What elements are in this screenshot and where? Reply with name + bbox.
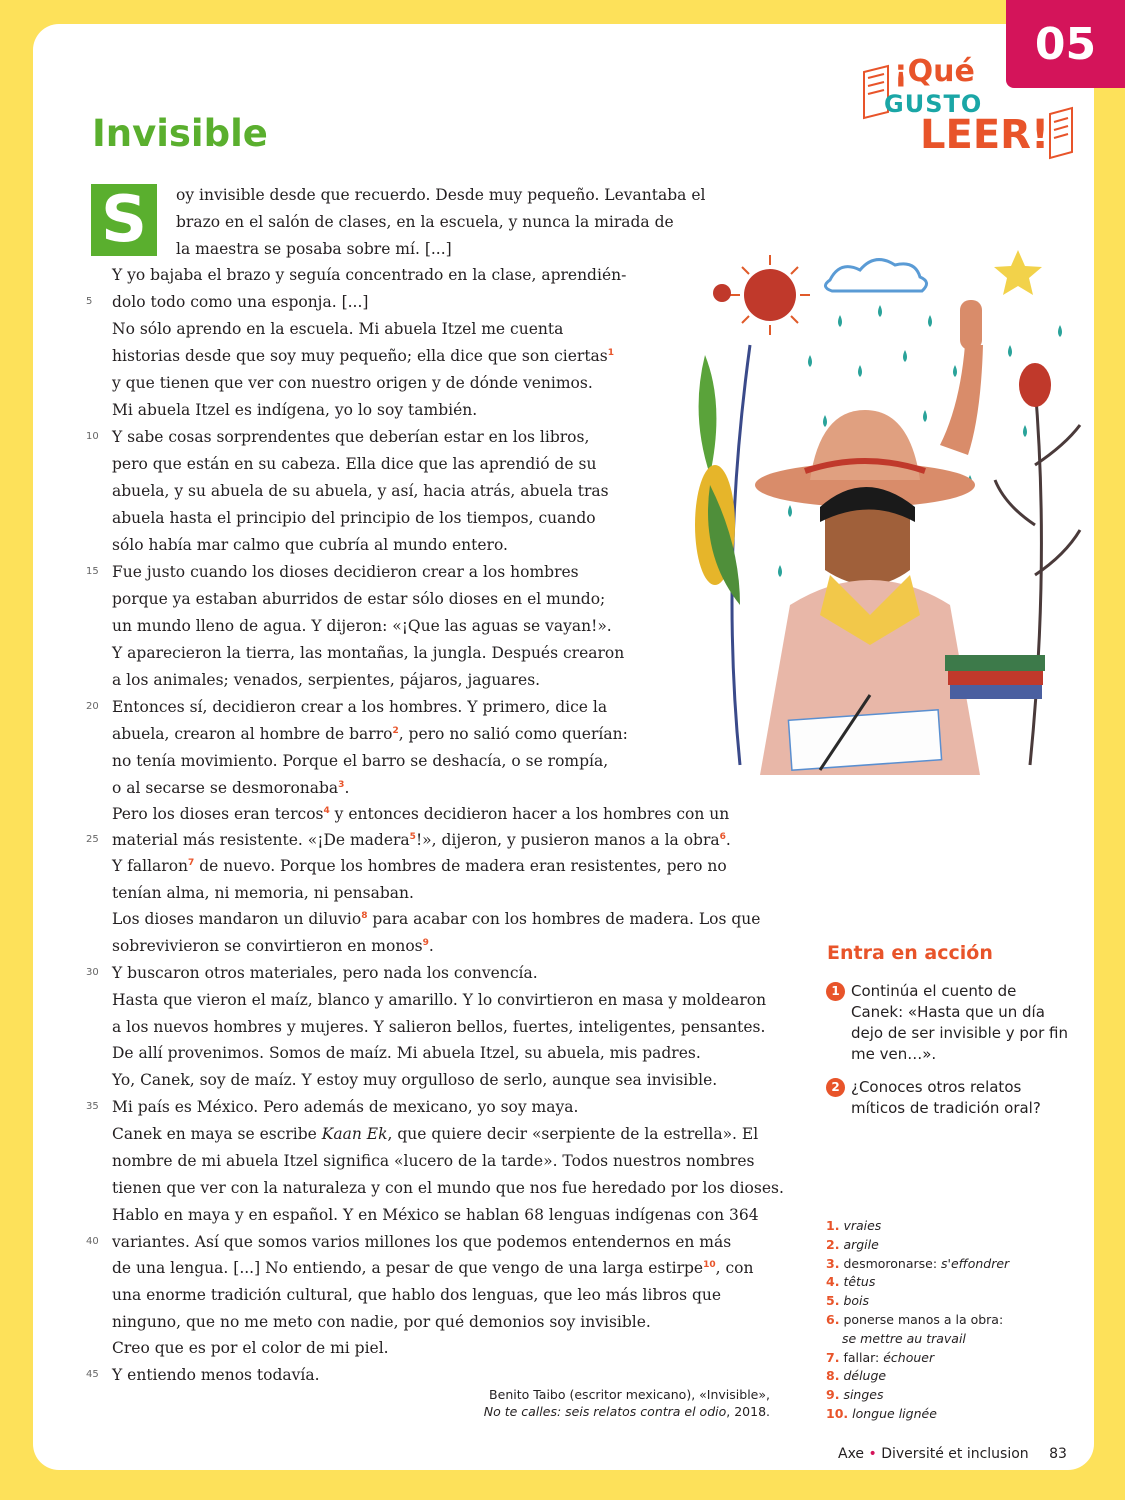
glossary-entry: 4. têtus — [826, 1274, 876, 1290]
boy-illustration — [670, 245, 1090, 780]
story-line: un mundo lleno de agua. Y dijeron: «¡Que las aguas se vayan!». — [112, 617, 612, 635]
line-number: 20 — [86, 701, 99, 712]
activity-text: ¿Conoces otros relatos míticos de tradición oral? — [851, 1078, 1041, 1117]
story-title: Invisible — [92, 112, 268, 155]
source-citation: Benito Taibo (escritor mexicano), «Invisible», No te calles: seis relatos contra el odio, 2018. — [483, 1387, 770, 1419]
story-line: historias desde que soy muy pequeño; ella dice que son ciertas$^1$ — [112, 347, 615, 365]
story-line: ninguno, que no me meto con nadie, por qué demonios soy invisible. — [112, 1313, 651, 1331]
activity-number: 2 — [826, 1078, 845, 1097]
footnote-ref: 8 — [361, 911, 368, 921]
footnote-ref: 5 — [409, 832, 416, 842]
story-line: Y sabe cosas sorprendentes que deberían estar en los libros, — [112, 428, 590, 446]
story-line: sobrevivieron se convirtieron en monos$^9$. — [112, 937, 434, 955]
story-line: Fue justo cuando los dioses decidieron crear a los hombres — [112, 563, 579, 581]
plant-left — [695, 345, 750, 765]
story-line: Los dioses mandaron un diluvio$^8$ para acabar con los hombres de madera. Los que — [112, 910, 761, 928]
glossary-entry: 1. vraies — [826, 1218, 882, 1233]
story-line: porque ya estaban aburridos de estar sólo dioses en el mundo; — [112, 590, 606, 608]
story-line: brazo en el salón de clases, en la escuela, y nunca la mirada de — [176, 213, 674, 231]
footnote-ref: 1 — [607, 348, 615, 358]
footnote-ref: 3 — [338, 780, 345, 790]
story-line: Y yo bajaba el brazo y seguía concentrado en la clase, aprendién- — [112, 266, 627, 284]
story-line: Mi abuela Itzel es indígena, yo lo soy también. — [112, 401, 478, 419]
story-line: No sólo aprendo en la escuela. Mi abuela Itzel me cuenta — [112, 320, 564, 338]
activities-title: Entra en acción — [827, 942, 993, 964]
line-number: 45 — [86, 1369, 99, 1380]
story-line: tienen que ver con la naturaleza y con el mundo que nos fue heredado por los dioses. — [112, 1179, 784, 1197]
story-line: sólo había mar calmo que cubría al mundo entero. — [112, 536, 508, 554]
story-line: Canek en maya se escribe Kaan Ek, que quiere decir «serpiente de la estrella». El — [112, 1125, 759, 1143]
story-line: a los nuevos hombres y mujeres. Y salieron bellos, fuertes, inteligentes, pensantes. — [112, 1018, 766, 1036]
story-line: De allí provenimos. Somos de maíz. Mi abuela Itzel, su abuela, mis padres. — [112, 1044, 701, 1062]
books — [945, 655, 1045, 699]
story-line: material más resistente. «¡De madera$^5$!», dijeron, y pusieron manos a la obra$^6$. — [112, 831, 731, 849]
story-line: Creo que es por el color de mi piel. — [112, 1339, 389, 1357]
line-number: 5 — [86, 296, 93, 307]
story-line: Entonces sí, decidieron crear a los hombres. Y primero, dice la — [112, 698, 608, 716]
story-line: abuela, y su abuela de su abuela, y así, hacia atrás, abuela tras — [112, 482, 609, 500]
story-line: y que tienen que ver con nuestro origen y de dónde venimos. — [112, 374, 593, 392]
story-line: Hablo en maya y en español. Y en México se hablan 68 lenguas indígenas con 364 — [112, 1206, 759, 1224]
glossary-entry: 5. bois — [826, 1293, 870, 1309]
line-number: 15 — [86, 566, 99, 577]
activity-text: Continúa el cuento de Canek: «Hasta que un día dejo de ser invisible y por fin me ven…». — [851, 982, 1068, 1063]
glossary-entry: 8. déluge — [826, 1368, 887, 1384]
chapter-number: 05 — [1034, 18, 1097, 70]
story-line: Hasta que vieron el maíz, blanco y amarillo. Y lo convirtieron en masa y moldearon — [112, 991, 767, 1009]
page-number: 83 — [1049, 1446, 1067, 1462]
story-line: la maestra se posaba sobre mí. [...] — [176, 240, 452, 258]
story-line: o al secarse se desmoronaba$^3$. — [112, 779, 350, 797]
line-number: 25 — [86, 834, 99, 845]
footer-bullet: • — [868, 1446, 877, 1462]
raised-arm — [940, 300, 983, 455]
story-line: Y fallaron$^7$ de nuevo. Porque los hombres de madera eran resistentes, pero no — [112, 857, 727, 875]
story-line: abuela hasta el principio del principio de los tiempos, cuando — [112, 509, 596, 527]
story-line: oy invisible desde que recuerdo. Desde muy pequeño. Levantaba el — [176, 186, 706, 204]
story-line: dolo todo como una esponja. [...] — [112, 293, 369, 311]
que-gusto-leer-logo — [860, 52, 1075, 164]
footer-theme: Diversité et inclusion — [881, 1446, 1029, 1462]
story-line: nombre de mi abuela Itzel significa «lucero de la tarde». Todos nuestros nombres — [112, 1152, 755, 1170]
footnote-ref: 9 — [422, 938, 429, 948]
footnote-ref: 7 — [188, 858, 195, 868]
footnote-ref: 4 — [323, 806, 330, 816]
logo-line-3: LEER! — [920, 112, 1050, 158]
story-line: Mi país es México. Pero además de mexicano, yo soy maya. — [112, 1098, 579, 1116]
footnote-ref: 2 — [392, 726, 399, 736]
paper — [788, 710, 941, 770]
story-line: de una lengua. [...] No entiendo, a pesar de que vengo de una larga estirpe$^{10}$, con — [112, 1259, 754, 1277]
story-line: Y entiendo menos todavía. — [112, 1366, 320, 1384]
glossary-entry: 2. argile — [826, 1236, 879, 1252]
story-line: Pero los dioses eran tercos$^4$ y entonces decidieron hacer a los hombres con un — [112, 805, 730, 823]
drop-cap: S — [91, 184, 157, 256]
story-line: Yo, Canek, soy de maíz. Y estoy muy orgulloso de serlo, aunque sea invisible. — [112, 1071, 718, 1089]
footnote-ref: 10 — [703, 1260, 716, 1270]
star-icon — [994, 250, 1042, 295]
logo-line-2: GUSTO — [884, 90, 983, 118]
glossary-entry: 10. longue lignée — [826, 1405, 937, 1421]
story-line: a los animales; venados, serpientes, pájaros, jaguares. — [112, 671, 541, 689]
story-line: Y buscaron otros materiales, pero nada los convencía. — [112, 964, 538, 982]
line-number: 10 — [86, 431, 99, 442]
glossary-entry: 6. ponerse manos a la obra: — [826, 1311, 1004, 1327]
story-line: Y aparecieron la tierra, las montañas, la jungla. Después crearon — [112, 644, 625, 662]
glossary-entry: 9. singes — [826, 1387, 884, 1403]
cloud-icon — [825, 260, 926, 291]
footer-axis: Axe — [838, 1446, 865, 1462]
activity-number: 1 — [826, 982, 845, 1001]
story-line: variantes. Así que somos varios millones los que podemos entendernos en más — [112, 1233, 732, 1251]
sun-icon — [730, 255, 810, 335]
story-line: tenían alma, ni memoria, ni pensaban. — [112, 884, 414, 902]
glossary-entry: 3. desmoronarse: s'effondrer — [826, 1255, 1010, 1271]
line-number: 35 — [86, 1101, 99, 1112]
logo-line-1: ¡Qué — [894, 54, 975, 89]
story-line: una enorme tradición cultural, que hablo dos lenguas, que leo más libros que — [112, 1286, 722, 1304]
glossary-entry: se mettre au travail — [842, 1330, 966, 1346]
line-number: 40 — [86, 1236, 99, 1247]
plant-right — [995, 363, 1080, 765]
story-line: abuela, crearon al hombre de barro$^2$, pero no salió como querían: — [112, 725, 628, 743]
glossary-entry: 7. fallar: échouer — [826, 1349, 935, 1365]
page-footer — [838, 1446, 1067, 1462]
glossary — [826, 1217, 1009, 1424]
story-line: pero que están en su cabeza. Ella dice que las aprendió de su — [112, 455, 597, 473]
footnote-ref: 6 — [719, 832, 726, 842]
line-number: 30 — [86, 967, 99, 978]
story-line: no tenía movimiento. Porque el barro se deshacía, o se rompía, — [112, 752, 609, 770]
